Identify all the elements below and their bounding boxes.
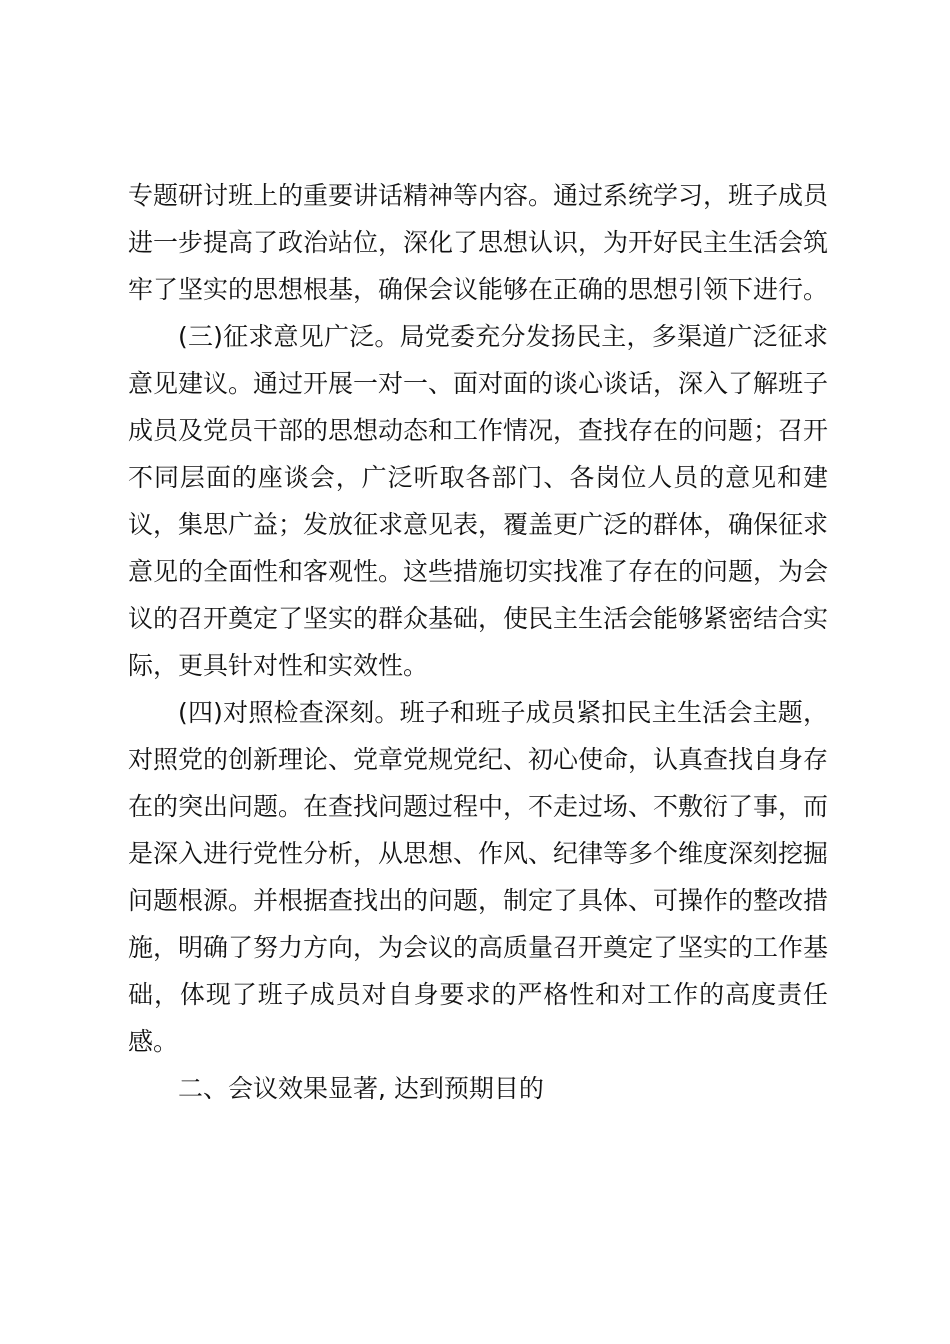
- section-heading-2: 二、会议效果显著, 达到预期目的: [178, 1074, 544, 1103]
- paragraph-continuation: 专题研讨班上的重要讲话精神等内容。通过系统学习，班子成员进一步提高了政治站位，深化了思想认识，为开好民主生活会筑牢了坚实的思想根基，确保会议能够在正确的思想引领下进行。: [128, 181, 829, 304]
- paragraph-section-3: (三)征求意见广泛。局党委充分发扬民主，多渠道广泛征求意见建议。通过开展一对一、面对面的谈心谈话，深入了解班子成员及党员干部的思想动态和工作情况，查找存在的问题；召开不同层面的座谈会，广泛听取各部门、各岗位人员的意见和建议，集思广益；发放征求意见表，覆盖更广泛的群体，确保征求意见的全面性和客观性。这些措施切实找准了存在的问题，为会议的召开奠定了坚实的群众基础，使民主生活会能够紧密结合实际，更具针对性和实效性。: [128, 322, 829, 680]
- document-body: [128, 172, 828, 1112]
- paragraph-section-4: (四)对照检查深刻。班子和班子成员紧扣民主生活会主题，对照党的创新理论、党章党规党纪、初心使命，认真查找自身存在的突出问题。在查找问题过程中，不走过场、不敷衍了事，而是深入进行党性分析，从思想、作风、纪律等多个维度深刻挖掘问题根源。并根据查找出的问题，制定了具体、可操作的整改措施，明确了努力方向，为会议的高质量召开奠定了坚实的工作基础，体现了班子成员对自身要求的严格性和对工作的高度责任感。: [128, 698, 829, 1056]
